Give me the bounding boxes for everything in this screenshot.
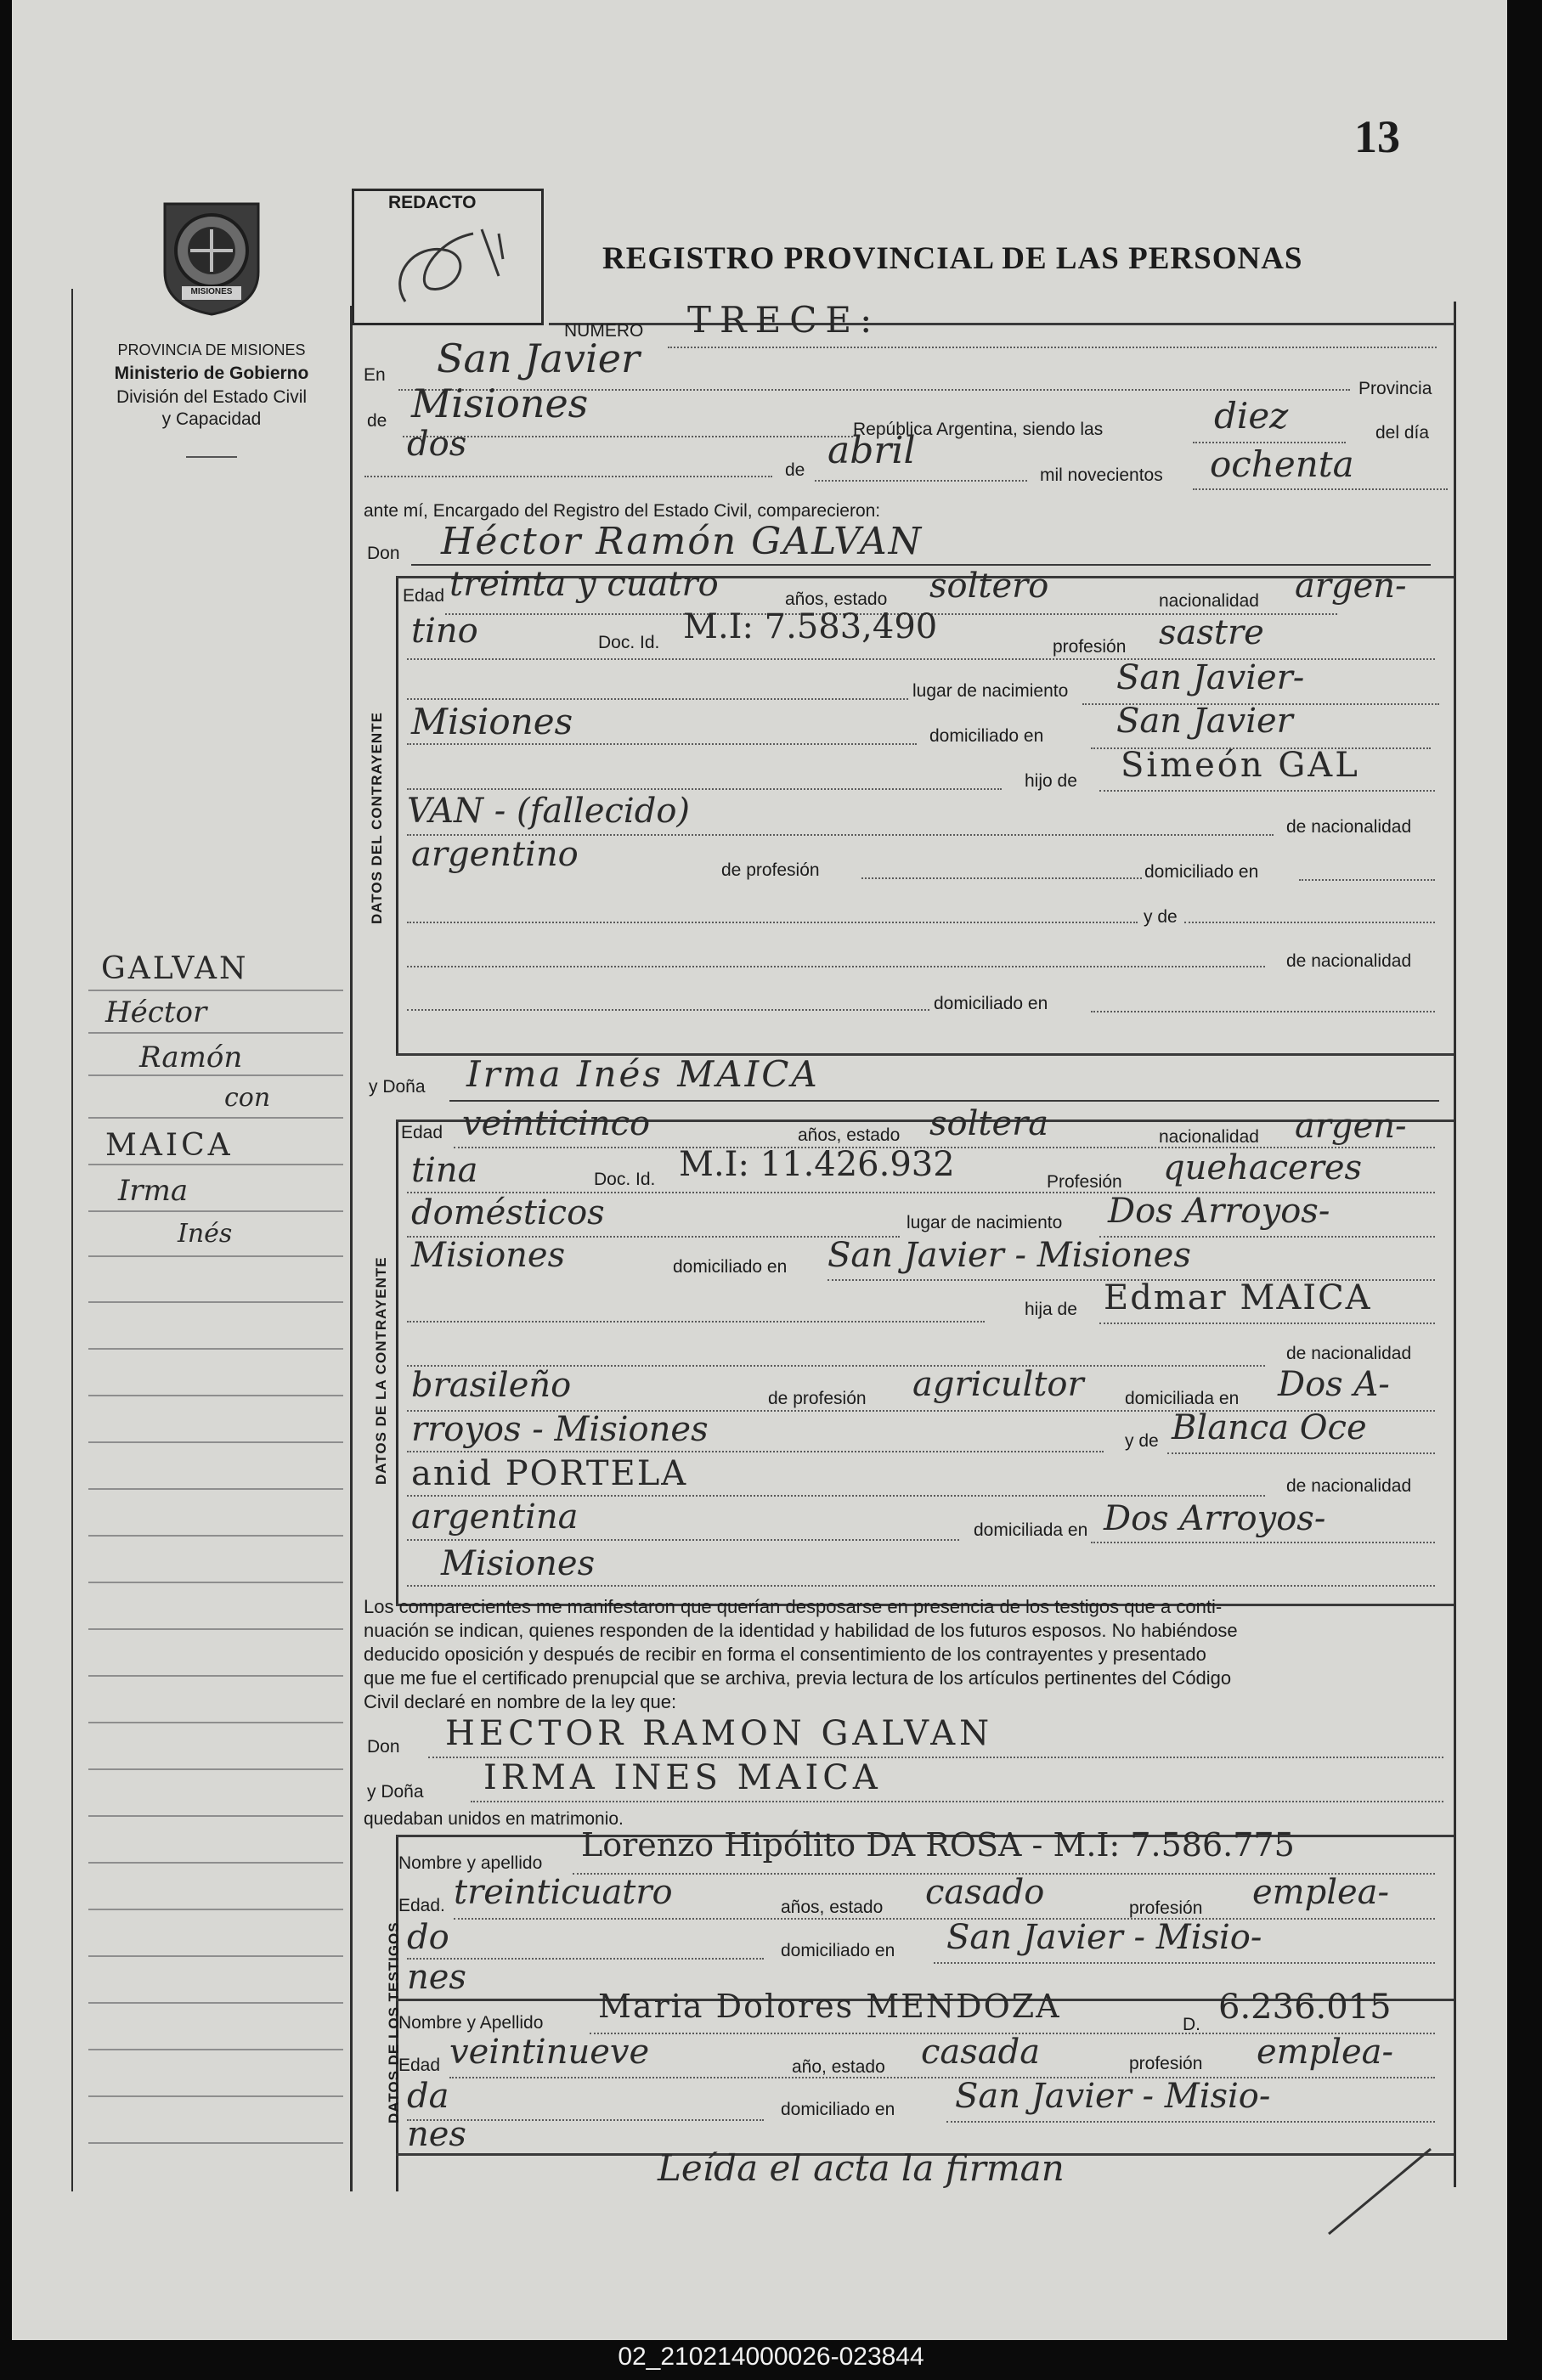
edad-label-t2: Edad <box>398 2056 441 2075</box>
domiciliado-label: domiciliado en <box>929 726 1044 746</box>
paragraph-line: Los comparecientes me manifestaron que querían desposarse en presencia de los testigos que a conti- <box>364 1596 1223 1617</box>
bride-nationality-value: argen- <box>1295 1107 1407 1146</box>
witness1-address-value: San Javier - Misio- <box>946 1918 1262 1957</box>
provincial-seal-icon <box>148 191 275 319</box>
paragraph-line: Civil declaré en nombre de la ley que: <box>364 1691 677 1712</box>
dia-value: dos <box>407 425 467 464</box>
don-label-2: Don <box>367 1737 400 1757</box>
margin-note-line: Inés <box>178 1219 233 1249</box>
consent-paragraph <box>364 1595 1443 1714</box>
mes-value: abril <box>827 429 916 472</box>
groom-birthplace-value-2: Misiones <box>411 701 573 742</box>
bride-profession-value-2: domésticos <box>411 1193 605 1232</box>
bride-father-profession-value: agricultor <box>912 1365 1084 1404</box>
contrayente-section-label: DATOS DEL CONTRAYENTE <box>369 712 385 924</box>
bride-mother-address-value-2: Misiones <box>441 1544 596 1583</box>
bride-father-value: Edmar MAICA <box>1104 1278 1372 1317</box>
document-sheet <box>12 0 1507 2340</box>
bride-birthplace-value: Dos Arroyos- <box>1108 1192 1330 1231</box>
witness2-name-value: Maria Dolores MENDOZA <box>598 1988 1061 2025</box>
domiciliado-en-label-2: domiciliado en <box>1144 862 1259 882</box>
bride-nationality-value-2: tina <box>411 1151 478 1190</box>
closing-statement: Leída el acta la firman <box>658 2147 1065 2189</box>
paragraph-line: deducido oposición y después de recibir en forma el consentimiento de los contrayentes y presentado <box>364 1644 1206 1665</box>
hora-value: diez <box>1214 395 1289 437</box>
edad-dot-label: Edad. <box>398 1896 445 1915</box>
witness2-status-value: casada <box>921 2033 1041 2072</box>
domiciliado-label-t2: domiciliado en <box>781 2100 895 2119</box>
testigos-section-label: DATOS DE LOS TESTIGOS <box>386 1921 402 2123</box>
division-label: División del Estado Civil <box>116 387 308 407</box>
dona-value: Irma Inés MAICA <box>466 1053 820 1095</box>
margin-note-line: Héctor <box>105 995 207 1029</box>
closing-stroke-icon <box>1320 2140 1439 2242</box>
margin-note-line: MAICA <box>105 1128 234 1163</box>
en-value: San Javier <box>437 336 640 381</box>
bride-profession-value: quehaceres <box>1163 1148 1363 1187</box>
doc-id-label: Doc. Id. <box>598 633 660 652</box>
domiciliado-label-f: domiciliado en <box>673 1257 788 1277</box>
bride-address-value: San Javier - Misiones <box>827 1236 1191 1275</box>
groom-birthplace-value: San Javier- <box>1116 658 1305 697</box>
witness2-age-value: veintinueve <box>449 2033 650 2072</box>
anio-value: ochenta <box>1210 443 1354 485</box>
nombre-apellido-label-2: Nombre y Apellido <box>398 2013 544 2033</box>
nacionalidad-label: nacionalidad <box>1159 591 1259 611</box>
y-dona-label-2: y Doña <box>367 1782 424 1802</box>
hija-de-label: hija de <box>1025 1300 1077 1319</box>
profesion-label-t2: profesión <box>1129 2054 1203 2073</box>
don-value: Héctor Ramón GALVAN <box>441 520 924 563</box>
de-nacionalidad-label-2: de nacionalidad <box>1286 951 1412 971</box>
bride-age-value: veinticinco <box>462 1104 651 1143</box>
signature-icon <box>354 208 541 319</box>
declared-bride-value: IRMA INES MAICA <box>483 1758 882 1797</box>
del-dia-label: del día <box>1375 423 1430 443</box>
groom-father-value-2: VAN - (fallecido) <box>407 792 691 831</box>
y-de-label-f: y de <box>1125 1431 1159 1451</box>
groom-nationality-value-2: tino <box>411 612 478 651</box>
ante-mi-text: ante mí, Encargado del Registro del Estado Civil, comparecieron: <box>364 501 881 521</box>
redacto-label: REDACTO <box>388 193 477 212</box>
anos-estado-label: años, estado <box>785 589 888 609</box>
witness1-profession-value: emplea- <box>1252 1873 1390 1912</box>
d-label: D. <box>1183 2015 1200 2034</box>
doc-id-label-f: Doc. Id. <box>594 1170 656 1189</box>
seal-text: MISIONES <box>190 287 233 296</box>
en-label: En <box>364 365 386 385</box>
de-label-2: de <box>785 460 805 480</box>
bride-mother-address-value: Dos Arroyos- <box>1104 1499 1326 1538</box>
province-value: Misiones <box>411 381 589 426</box>
witness2-doc-value: 6.236.015 <box>1218 1988 1392 2027</box>
witness2-profession-value: emplea- <box>1257 2033 1394 2072</box>
witness1-age-value: treinticuatro <box>454 1873 673 1912</box>
de-label: de <box>367 411 387 431</box>
margin-note-line: GALVAN <box>101 951 249 986</box>
paragraph-line: que me fue el certificado prenupcial que se archiva, previa lectura de los artículos pertinentes del Código <box>364 1667 1232 1689</box>
republica-label: República Argentina, siendo las <box>853 420 1104 439</box>
paragraph-line: nuación se indican, quienes responden de la identidad y habilidad de los futuros esposos. No habiéndose <box>364 1620 1238 1641</box>
de-nacionalidad-label-f2: de nacionalidad <box>1286 1476 1412 1496</box>
groom-profession-value: sastre <box>1159 613 1264 652</box>
witness1-profession-value-2: do <box>407 1918 449 1957</box>
groom-age-value: treinta y cuatro <box>449 565 719 604</box>
provincia-label: Provincia <box>1358 379 1432 398</box>
groom-father-value: Simeón GAL <box>1121 746 1360 785</box>
ano-estado-label: año, estado <box>792 2057 885 2077</box>
anos-estado-label-f: años, estado <box>798 1125 901 1145</box>
contrayente-f-section-label: DATOS DE LA CONTRAYENTE <box>373 1256 389 1485</box>
profesion-cap-label: Profesión <box>1047 1172 1122 1192</box>
witness1-status-value: casado <box>925 1873 1045 1912</box>
declared-groom-value: HECTOR RAMON GALVAN <box>445 1714 994 1753</box>
mil-novecientos-label: mil novecientos <box>1040 465 1163 485</box>
margin-note-line: con <box>224 1083 271 1113</box>
edad-label-f: Edad <box>401 1123 443 1142</box>
bride-status-value: soltera <box>929 1104 1049 1143</box>
nacionalidad-label-f: nacionalidad <box>1159 1127 1259 1147</box>
numero-label: NUMERO <box>564 321 644 341</box>
lugar-nacimiento-label: lugar de nacimiento <box>912 681 1069 701</box>
bride-mother-nationality-value: argentina <box>411 1497 579 1537</box>
division-label-2: y Capacidad <box>161 409 262 429</box>
edad-label: Edad <box>403 586 445 606</box>
de-profesion-label: de profesión <box>721 860 820 880</box>
nombre-apellido-label: Nombre y apellido <box>398 1853 543 1873</box>
bride-father-address-value-2: rroyos - Misiones <box>411 1410 709 1449</box>
anos-estado-label-t1: años, estado <box>781 1898 884 1917</box>
numero-value: TRECE: <box>687 299 881 341</box>
bride-doc-value: M.I: 11.426.932 <box>679 1145 955 1184</box>
y-dona-label: y Doña <box>369 1077 426 1097</box>
ministry-label: Ministerio de Gobierno <box>114 364 309 383</box>
page-number: 13 <box>1354 111 1400 162</box>
witness1-name-value: Lorenzo Hipólito DA ROSA - M.I: 7.586.775 <box>581 1826 1295 1864</box>
province-label: PROVINCIA DE MISIONES <box>117 341 306 358</box>
lugar-nacimiento-label-f: lugar de nacimiento <box>907 1213 1063 1232</box>
de-nacionalidad-label-f: de nacionalidad <box>1286 1344 1412 1363</box>
bride-father-nationality-value: brasileño <box>411 1366 572 1405</box>
domiciliada-label-2: domiciliada en <box>974 1520 1088 1540</box>
don-label: Don <box>367 544 400 563</box>
de-profesion-label-f: de profesión <box>768 1389 867 1408</box>
y-de-label: y de <box>1144 907 1178 927</box>
witness2-address-value-2: nes <box>407 2115 466 2154</box>
witness1-address-value-2: nes <box>407 1958 466 1997</box>
groom-doc-value: M.I: 7.583,490 <box>683 607 938 646</box>
bride-father-address-value: Dos A- <box>1278 1365 1390 1404</box>
redacto-box <box>352 189 544 325</box>
de-nacionalidad-label: de nacionalidad <box>1286 817 1412 837</box>
groom-father-nationality-value: argentino <box>411 835 579 874</box>
groom-address-value: San Javier <box>1116 702 1293 741</box>
profesion-label: profesión <box>1053 637 1127 657</box>
bride-birthplace-value-2: Misiones <box>411 1236 566 1275</box>
quedaban-text: quedaban unidos en matrimonio. <box>364 1809 624 1829</box>
groom-status-value: soltero <box>929 567 1049 606</box>
hijo-de-label: hijo de <box>1025 771 1077 791</box>
image-code: 02_210214000026-023844 <box>618 2343 924 2371</box>
bride-mother-value-2: anid PORTELA <box>411 1454 688 1493</box>
profesion-label-t1: profesión <box>1129 1898 1203 1918</box>
witness2-address-value: San Javier - Misio- <box>955 2077 1271 2116</box>
domiciliado-en-label-3: domiciliado en <box>934 994 1048 1013</box>
groom-nationality-value: argen- <box>1295 567 1407 606</box>
document-title: REGISTRO PROVINCIAL DE LAS PERSONAS <box>602 241 1303 276</box>
margin-note-line: Ramón <box>139 1041 243 1074</box>
domiciliada-label: domiciliada en <box>1125 1389 1240 1408</box>
domiciliado-label-t1: domiciliado en <box>781 1941 895 1960</box>
bride-mother-value: Blanca Oce <box>1172 1408 1367 1447</box>
margin-note-line: Irma <box>118 1174 189 1208</box>
witness2-profession-value-2: da <box>407 2077 449 2116</box>
